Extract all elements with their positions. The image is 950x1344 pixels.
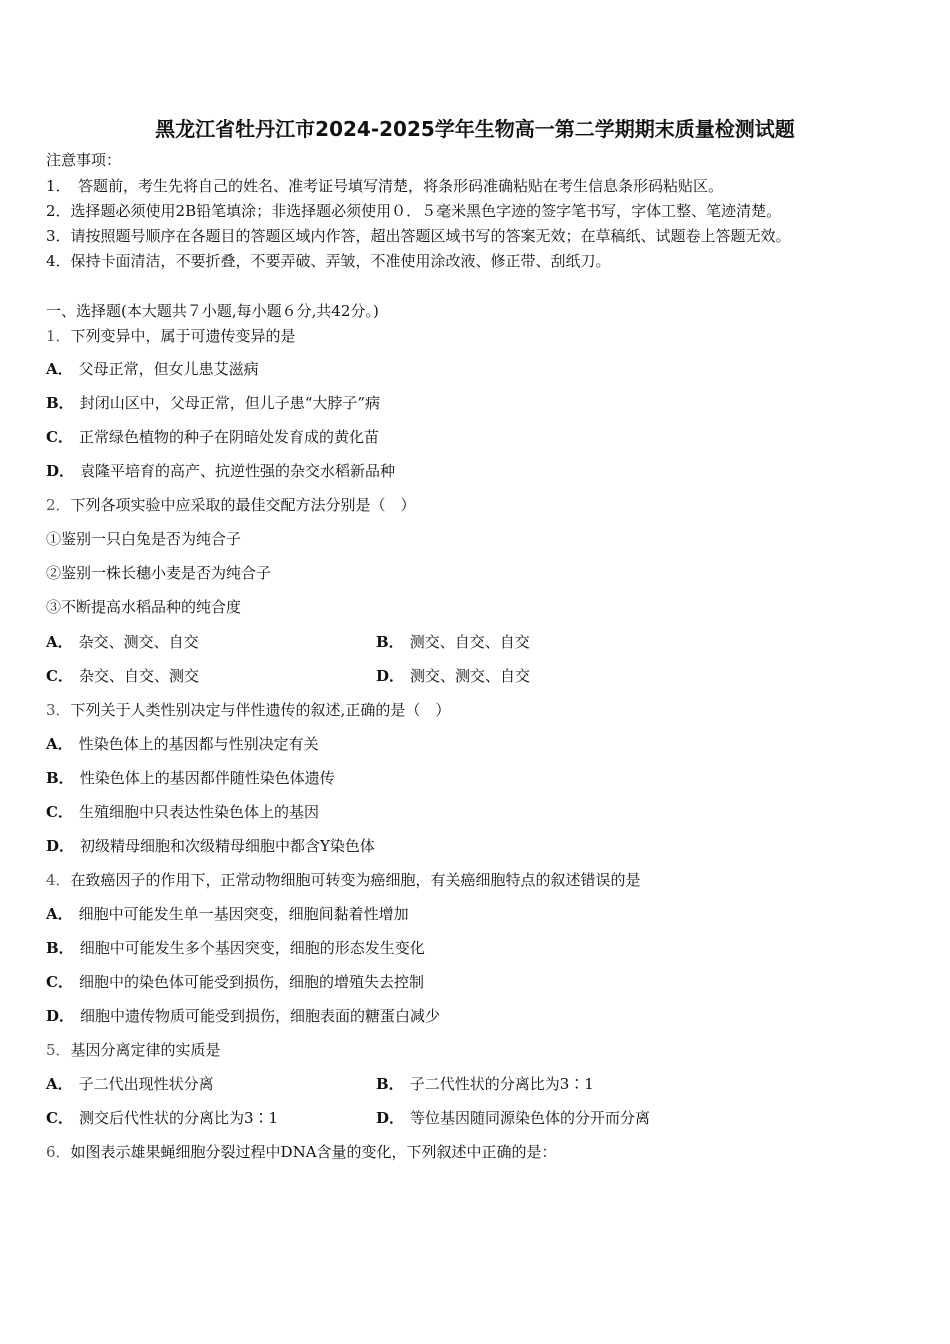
question-stem: 在致癌因子的作用下，正常动物细胞可转变为癌细胞，有关癌细胞特点的叙述错误的是 xyxy=(70,871,641,889)
section-heading: 一、选择题(本大题共７小题,每小题６分,共42分。) xyxy=(46,302,379,320)
notice-heading: 注意事项： xyxy=(46,151,122,169)
option-label: D． xyxy=(46,462,75,480)
question-1 xyxy=(46,326,296,346)
option-text: 细胞中可能发生多个基因突变，细胞的形态发生变化 xyxy=(79,939,425,957)
option-label: B． xyxy=(46,939,74,957)
option-label: C． xyxy=(46,1109,73,1127)
sub-item: ②鉴别一株长穗小麦是否为纯合子 xyxy=(46,564,272,582)
question-stem: 基因分离定律的实质是 xyxy=(70,1041,221,1059)
option-label: D． xyxy=(46,1007,75,1025)
option-text: 生殖细胞中只表达性染色体上的基因 xyxy=(78,803,319,821)
option-label: A． xyxy=(46,1075,73,1093)
sub-item: ①鉴别一只白兔是否为纯合子 xyxy=(46,530,242,548)
option-text: 细胞中可能发生单一基因突变，细胞间黏着性增加 xyxy=(78,905,409,923)
option-text: 细胞中遗传物质可能受到损伤，细胞表面的糖蛋白减少 xyxy=(80,1007,441,1025)
question-6 xyxy=(46,1142,557,1162)
option-label: C． xyxy=(46,973,73,991)
question-number: 6． xyxy=(46,1143,71,1161)
option-label: B． xyxy=(376,633,404,651)
option-text: 细胞中的染色体可能受到损伤，细胞的增殖失去控制 xyxy=(78,973,424,991)
option-text: 封闭山区中，父母正常，但儿子患“大脖子”病 xyxy=(79,394,381,412)
option-text: 子二代出现性状分离 xyxy=(78,1075,214,1093)
option-a xyxy=(46,734,319,754)
question-stem: 如图表示雄果蝇细胞分裂过程中DNA含量的变化，下列叙述中正确的是： xyxy=(70,1143,557,1161)
option-label: A． xyxy=(46,633,73,651)
option-label: C． xyxy=(46,667,73,685)
option-text: 子二代性状的分离比为3∶1 xyxy=(409,1075,594,1093)
option-text: 袁隆平培育的高产、抗逆性强的杂交水稻新品种 xyxy=(80,462,396,480)
question-stem: 下列各项实验中应采取的最佳交配方法分别是（ ） xyxy=(70,496,416,514)
question-number: 2． xyxy=(46,496,71,514)
sub-item: ③不断提高水稻品种的纯合度 xyxy=(46,598,242,616)
option-c xyxy=(46,1108,278,1128)
option-label: B． xyxy=(46,769,74,787)
option-text: 性染色体上的基因都伴随性染色体遗传 xyxy=(79,769,335,787)
option-a xyxy=(46,632,199,652)
option-c xyxy=(46,972,424,992)
notice-item: 3．请按照题号顺序在各题目的答题区域内作答，超出答题区域书写的答案无效；在草稿纸、试题卷上答题无效。 xyxy=(46,227,791,245)
question-stem: 下列关于人类性别决定与伴性遗传的叙述,正确的是（ ） xyxy=(70,701,451,719)
option-text: 杂交、自交、测交 xyxy=(78,667,199,685)
option-text: 性染色体上的基因都与性别决定有关 xyxy=(78,735,319,753)
option-a xyxy=(46,904,409,924)
question-number: 4． xyxy=(46,871,71,889)
option-label: D． xyxy=(46,837,75,855)
option-label: D． xyxy=(376,1109,405,1127)
option-text: 杂交、测交、自交 xyxy=(78,633,199,651)
option-text: 正常绿色植物的种子在阴暗处发育成的黄化苗 xyxy=(78,428,379,446)
option-label: D． xyxy=(376,667,405,685)
option-text: 测交后代性状的分离比为3∶1 xyxy=(78,1109,279,1127)
option-c xyxy=(46,666,199,686)
option-d xyxy=(46,836,375,856)
option-label: A． xyxy=(46,360,73,378)
notice-item: 4．保持卡面清洁，不要折叠，不要弄破、弄皱，不准使用涂改液、修正带、刮纸刀。 xyxy=(46,252,611,270)
question-number: 1． xyxy=(46,327,71,345)
option-a xyxy=(46,1074,214,1094)
option-label: A． xyxy=(46,905,73,923)
option-d xyxy=(376,1108,650,1128)
option-d xyxy=(46,1006,440,1026)
option-b xyxy=(46,393,380,413)
notice-item: 1． 答题前，考生先将自己的姓名、准考证号填写清楚，将条形码准确粘贴在考生信息条形码粘贴区。 xyxy=(46,177,724,195)
option-b xyxy=(376,632,530,652)
option-label: B． xyxy=(46,394,74,412)
question-3 xyxy=(46,700,450,720)
option-label: A． xyxy=(46,735,73,753)
option-c xyxy=(46,427,379,447)
question-2 xyxy=(46,495,416,515)
option-text: 测交、自交、自交 xyxy=(409,633,530,651)
option-text: 父母正常，但女儿患艾滋病 xyxy=(78,360,259,378)
option-d xyxy=(376,666,530,686)
question-number: 3． xyxy=(46,701,71,719)
option-b xyxy=(376,1074,594,1094)
notice-item: 2．选择题必须使用2B铅笔填涂；非选择题必须使用０．５毫米黑色字迹的签字笔书写，字体工整、笔迹清楚。 xyxy=(46,202,782,220)
option-b xyxy=(46,768,335,788)
option-c xyxy=(46,802,319,822)
option-label: C． xyxy=(46,803,73,821)
option-label: B． xyxy=(376,1075,404,1093)
option-a xyxy=(46,359,259,379)
question-stem: 下列变异中，属于可遗传变异的是 xyxy=(70,327,296,345)
option-b xyxy=(46,938,425,958)
question-5 xyxy=(46,1040,221,1060)
option-text: 测交、测交、自交 xyxy=(410,667,531,685)
option-d xyxy=(46,461,395,481)
question-number: 5． xyxy=(46,1041,71,1059)
option-text: 初级精母细胞和次级精母细胞中都含Y染色体 xyxy=(80,837,375,855)
option-text: 等位基因随同源染色体的分开而分离 xyxy=(410,1109,651,1127)
page-title: 黑龙江省牡丹江市2024-2025学年生物高一第二学期期末质量检测试题 xyxy=(155,117,795,141)
question-4 xyxy=(46,870,641,890)
option-label: C． xyxy=(46,428,73,446)
